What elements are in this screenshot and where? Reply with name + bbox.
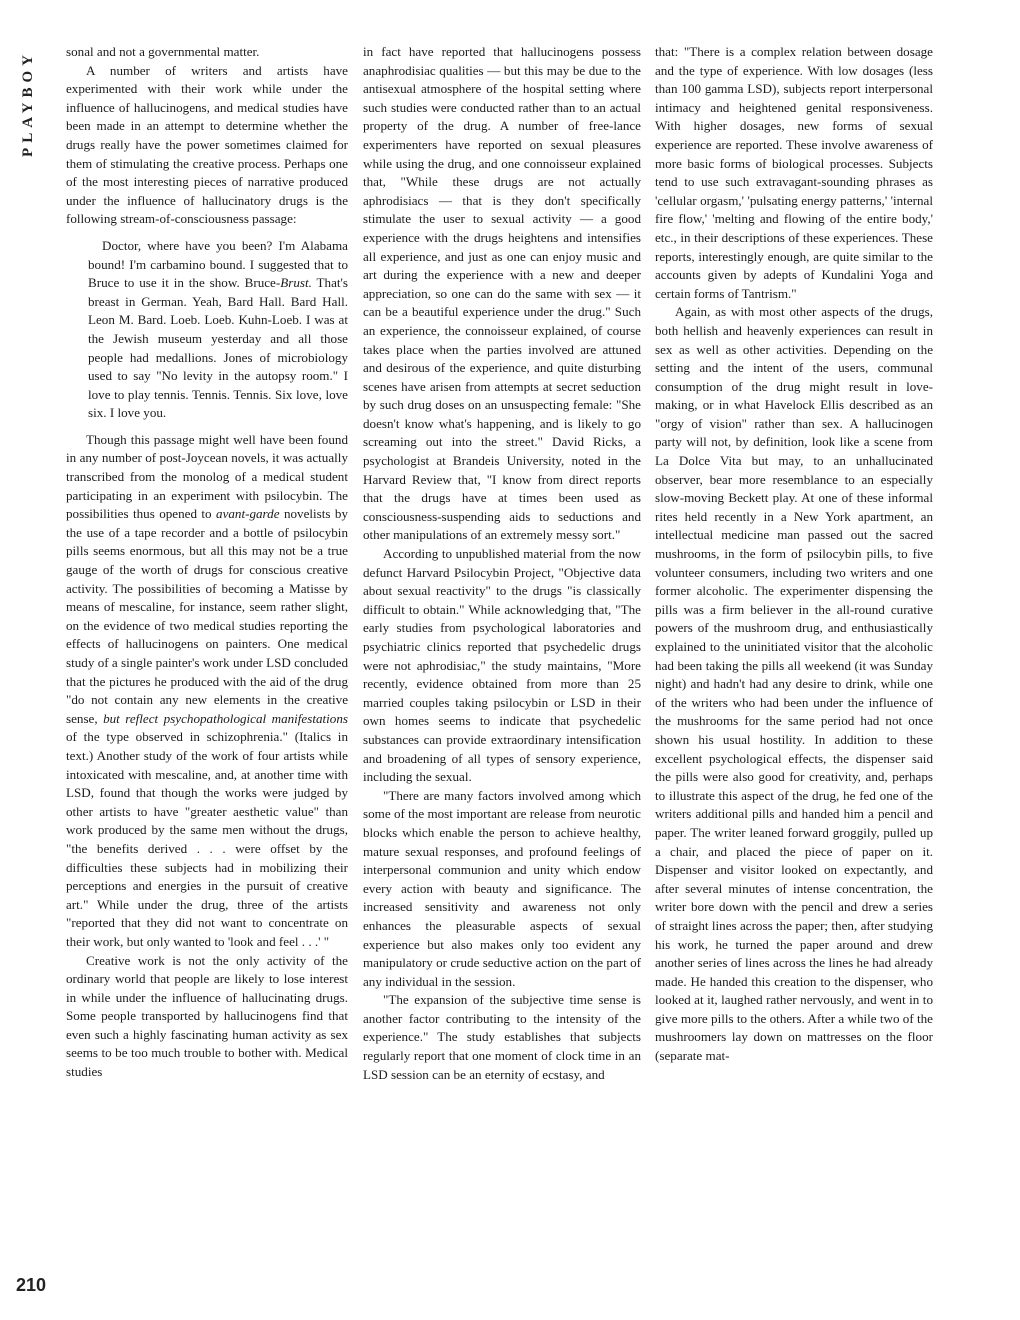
body-paragraph: in fact have reported that hallucinogens possess anaphrodisiac qualities — but this may be due to the antisexual atmosphere of the hospital setting where such studies were conducted rather than to an actual property of the drug. A number of free-lance experimenters have reported on sexual pleasures while using the drug, and one connoisseur explained that, "While these drugs are not actually aphrodisiacs — that is they don't specifically stimulate the user to sexual activity — a good experience with the drugs heightens and intensifies all experience, and just as one can enjoy music and art during the experience with a new and deeper appreciation, so one can do the same with sex — it can be a beautiful experience under the drug." Such an experience, the connoisseur explained, of course takes place when the parties involved are attuned and desirous of the experience, and quite disturbing scenes have arisen from attempts at secret seduction by such drug doses on an unsuspecting female: "She doesn't know what's happening, and is likely to go screaming out into the street." David Ricks, a psychologist at Brandeis University, noted in the Harvard Review that, "I know from direct reports that the drugs have at times been used as consciousness-suspending aids to seductions and other manipulations of an extremely messy sort.": [363, 44, 641, 543]
body-paragraph: [66, 431, 348, 952]
body-paragraph: Creative work is not the only activity of the ordinary world that people are likely to lose interest in while under the influence of hallucinating drugs. Some people transported by hallucinogens find that even such a highly fascinating human activity as sex seems to be too much trouble to bother with. Medical studies: [66, 952, 348, 1080]
text-column-2: [363, 43, 641, 1293]
body-paragraph: According to unpublished material from the now defunct Harvard Psilocybin Project, "Objective data about sexual reactivity" to the drugs "is classically difficult to obtain." While acknowledging that, "The early studies from psychological laboratories and psychiatric clinics reported that psychedelic drugs were not aphrodisiac," the study maintains, "More recently, evidence obtained from more than 25 married couples taking psilocybin or LSD in their own homes seems to indicate that psychedelic substances can provide extraordinary intensification and broadening of all types of sensory experience, including the sexual.: [363, 546, 641, 785]
magazine-masthead: PLAYBOY: [20, 50, 36, 157]
body-paragraph: Again, as with most other aspects of the drugs, both hellish and heavenly experiences can result in sex as well as other activities. Depending on the setting and the intent of the users, communal consumption of the drug might result in love-making, or in what Havelock Ellis described as an "orgy of vision" rather than sex. A hallucinogen party will not, by definition, look like a scene from La Dolce Vita but may, to an unhallucinated observer, bear more resemblance to an especially slow-moving Beckett play. At one of these informal rites held recently in a New York apartment, an intellectual medicine man passed out the sacred mushrooms, in the form of psilocybin pills, to five volunteer consumers, including two writers and one former alcoholic. The experimenter dispensing the pills was a firm believer in the all-round curative powers of the mushroom drug, and enthusiastically explained to the uninitiated visitor that the alcoholic had been taking the pills all weekend (it was Sunday night) and hadn't had any desire to drink, while one of the writers who had been under the influence of the mushrooms for the same period had not once shown his usual hostility. In addition to these excellent psychological effects, the dispenser said the pills were also good for creativity, and, perhaps to illustrate this aspect of the drug, he fed one of the writers additional pills and handed him a pencil and paper. The writer leaned forward groggily, pulled up a chair, and placed the piece of paper on it. Dispenser and visitor looked on expectantly, and after several minutes of intense concentration, the writer bore down with the pencil and drew a series of straight lines across the paper; then, after studying his work, he turned the paper around and drew another series of lines across the lines he had already made. He handed this creation to the dispenser, who looked at it, laughed rather nervously, and went in to give more pills to the others. After a while two of the mushroomers lay down on mattresses on the floor (separate mat-: [655, 304, 933, 1064]
italic-text: Brust.: [280, 275, 312, 291]
text-column-3: [655, 43, 933, 1293]
italic-text: avant-garde: [216, 506, 280, 522]
body-paragraph: A number of writers and artists have experimented with their work while under the influence of hallucinogens, and medical studies have been made in an attempt to determine whether the drugs really have the power sometimes claimed for them of stimulating the creative process. Perhaps one of the most interesting pieces of narrative produced under the influence of hallucinatory drugs is the following stream-of-consciousness passage:: [66, 62, 348, 227]
italic-text: but reflect psychopathological manifestations: [103, 710, 348, 726]
body-paragraph: "There are many factors involved among which some of the most important are release from neurotic blocks which enable the person to achieve healthy, mature sexual responses, and profound feelings of interpersonal communion and unity which endow every action with beauty and significance. The increased sensitivity and awareness not only enhances the pleasurable aspects of sexual experience but also makes only too evident any manipulatory or crude seductive action on the part of any individual in the session.: [363, 787, 641, 989]
body-paragraph: "The expansion of the subjective time sense is another factor contributing to the intensity of the experience." The study establishes that subjects regularly report that one moment of clock time in an LSD session can be an eternity of ecstasy, and: [363, 992, 641, 1082]
text-run: of the type observed in schizophrenia." (Italics in text.) Another study of the work of four artists while intoxicated with mescaline, and, at another time with LSD, found that though the works were judged by other artists to have "greater aesthetic value" than work produced by the same men without the drugs, "the benefits derived . . . were offset by the difficulties these subjects had in mobilizing their perceptions and energies in the pursuit of creative art." While under the drug, three of the artists "reported that they did not want to concentrate on their work, but only wanted to 'look and feel . . .' ": [66, 729, 348, 949]
text-run: Though this passage might well have been found in any number of post-Joycean novels, it was actually transcribed from the monolog of a medical student participating in an experiment with psilocybin. The possibilities thus opened to: [66, 431, 348, 522]
text-run: Doctor, where have you been? I'm Alabama bound! I'm carbamino bound. I suggested that to Bruce to use it in the show. Bruce-: [88, 237, 348, 291]
body-paragraph: sonal and not a governmental matter.: [66, 44, 260, 59]
body-paragraph: that: "There is a complex relation between dosage and the type of experience. With low dosages (less than 100 gamma LSD), subjects report interpersonal intimacy and heightened genital responsiveness. With higher dosages, new forms of sexual experience are reported. These involve awareness of more basic forms of biological processes. Subjects tend to use such extravagant-sounding phrases as 'cellular orgasm,' 'pulsating energy patterns,' 'internal fire flow,' 'melting and flowing of the entire body,' etc., in their descriptions of these experiences. These reports, interestingly enough, are quite similar to the accounts given by adepts of Kundalini Yoga and certain forms of Tantrism.": [655, 44, 933, 301]
text-run: That's breast in German. Yeah, Bard Hall. Bard Hall. Leon M. Bard. Loeb. Loeb. Kuhn-Loeb. I was at the Jewish museum yesterday and all those people had medallions. Jones of microbiology used to say "No levity in the autopsy room." I love to play tennis. Tennis. Tennis. Six love, love six. I love you.: [88, 275, 348, 421]
text-run: novelists by the use of a tape recorder and a bottle of psilocybin pills seems enormous, but all this may not be a true gauge of the worth of drugs for conscious creative activity. The possibilities of becoming a Matisse by means of mescaline, for instance, seem rather slight, on the evidence of two medical studies reporting the effects of hallucinogens on painters. One medical study of a single painter's work under LSD concluded that the pictures he produced with the aid of the drug "do not contain any new elements in the creative sense,: [66, 506, 348, 726]
quoted-passage: [88, 237, 348, 423]
page-number: 210: [16, 1275, 47, 1295]
text-column-1: [66, 43, 348, 1293]
quote-paragraph: [88, 237, 348, 423]
